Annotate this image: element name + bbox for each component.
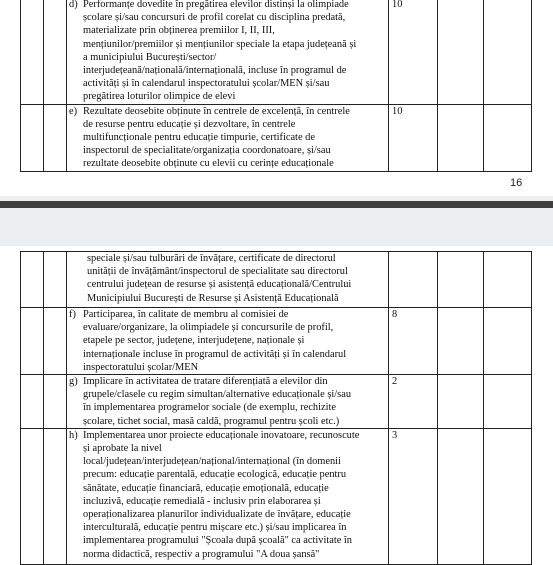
score-cell <box>438 308 484 375</box>
score-cell <box>438 428 484 564</box>
score-cell <box>484 428 532 564</box>
score-cell <box>484 252 532 308</box>
criterion-cell <box>67 308 389 375</box>
blank-cell <box>21 375 44 429</box>
score-cell <box>438 252 484 308</box>
score-cell <box>438 0 484 104</box>
table-row <box>21 252 532 308</box>
document-page-17 <box>0 246 553 560</box>
points-cell <box>389 104 438 171</box>
blank-cell <box>21 252 44 308</box>
criterion-text: Rezultate deosebite obținute în centrele de excelență, în centrele de resurse pentru educație și dezvoltare, în centrele multifuncționale pentru educație timpurie, certificate de inspectorul de specialitate/organizația coordonatoare, și/sau rezultate deosebite obținute cu elevii cu cerințe educaționale <box>83 105 350 170</box>
score-cell <box>484 104 532 171</box>
page-separator <box>0 196 553 246</box>
page-divider-bar <box>0 201 553 208</box>
blank-cell <box>21 308 44 375</box>
blank-cell <box>44 252 67 308</box>
criterion-cell <box>67 104 389 171</box>
table-row <box>21 375 532 429</box>
points-cell <box>389 0 438 104</box>
blank-cell <box>44 375 67 429</box>
criteria-table <box>20 251 532 565</box>
table-row <box>21 308 532 375</box>
points-value: 3 <box>392 429 398 441</box>
criterion-text: Performanțe dovedite în pregătirea elevilor distinși la olimpiade școlare și/sau concursuri de profil corelat cu disciplina predată, materializate prin obținerea premiilor I, II, III, mențiunilor/premiilor și mențiunilor speciale la etapa județeană și a municipiului București/sector/ interjudețeană/națională/internațională, incluse în programul de activități și în calendarul inspectoratului școlar/MEN și/sau pregătirea loturilor olimpice de elevi <box>83 0 357 103</box>
points-value: 2 <box>392 376 398 388</box>
document-page-16 <box>0 0 553 196</box>
points-value: 8 <box>392 309 398 320</box>
blank-cell <box>44 428 67 564</box>
points-cell <box>389 308 438 375</box>
score-cell <box>484 308 532 375</box>
criterion-marker: d) <box>69 0 78 10</box>
criterion-text: Implementarea unor proiecte educaționale inovatoare, recunoscute și aprobate la nivel local/județean/interjudețean/național/internațional (în domenii precum: educație parentală, educație ecologică, educație pentru sănătate, educație financiară, educație emoțională, educație incluzivă, educație remedială - inclusiv prin elaborarea și operaționalizarea planurilor individualizate de învățare, educație interculturală, educație pentru mișcare etc.) și/sau implicarea în implementarea programului "Școala după școală" ca activitate în norma didactică, respectiv a programului "A doua șansă" <box>83 429 360 560</box>
criterion-text: Participarea, în calitate de membru al comisiei de evaluare/organizare, la olimpiadele și concursurile de profil, etapele pe sector, județene, interjudețene, naționale și internaționale incluse în programul de activități și în calendarul inspectoratului școlar/MEN <box>83 309 347 373</box>
criterion-cell <box>67 252 389 308</box>
score-cell <box>484 0 532 104</box>
points-value: 10 <box>392 0 403 10</box>
points-cell <box>389 375 438 429</box>
criterion-text: Implicare în activitatea de tratare diferențiată a elevilor din grupele/clasele cu regim simultan/alternative educaționale și/sau în implementarea programelor sociale (de exemplu, rechizite școlare, tichet social, masă caldă, programul pentru școli etc.) <box>83 376 352 427</box>
points-value: 10 <box>392 105 403 117</box>
criterion-marker: h) <box>69 429 78 441</box>
blank-cell <box>21 0 44 104</box>
blank-cell <box>44 0 67 104</box>
criteria-table <box>20 0 532 172</box>
points-cell <box>389 428 438 564</box>
table-row <box>21 428 532 564</box>
points-cell <box>389 252 438 308</box>
criterion-marker: g) <box>69 376 78 388</box>
criterion-marker: e) <box>69 105 78 117</box>
criterion-cell <box>67 375 389 429</box>
criterion-cell <box>67 0 389 104</box>
criterion-cell <box>67 428 389 564</box>
table-row <box>21 104 532 171</box>
blank-cell <box>44 104 67 171</box>
criterion-continuation-text: speciale și/sau tulburări de învățare, certificate de directorul unității de învățământ/inspectorul de specialitate sau directorul centrului județean de resurse și asistență educațională/Centrului Municipiului București de Resurse și Asistență Educațională <box>87 253 352 304</box>
blank-cell <box>21 428 44 564</box>
table-row <box>21 0 532 104</box>
page-number: 16 <box>510 177 523 189</box>
blank-cell <box>21 104 44 171</box>
score-cell <box>438 375 484 429</box>
score-cell <box>484 375 532 429</box>
score-cell <box>438 104 484 171</box>
blank-cell <box>44 308 67 375</box>
criterion-marker: f) <box>69 309 76 320</box>
